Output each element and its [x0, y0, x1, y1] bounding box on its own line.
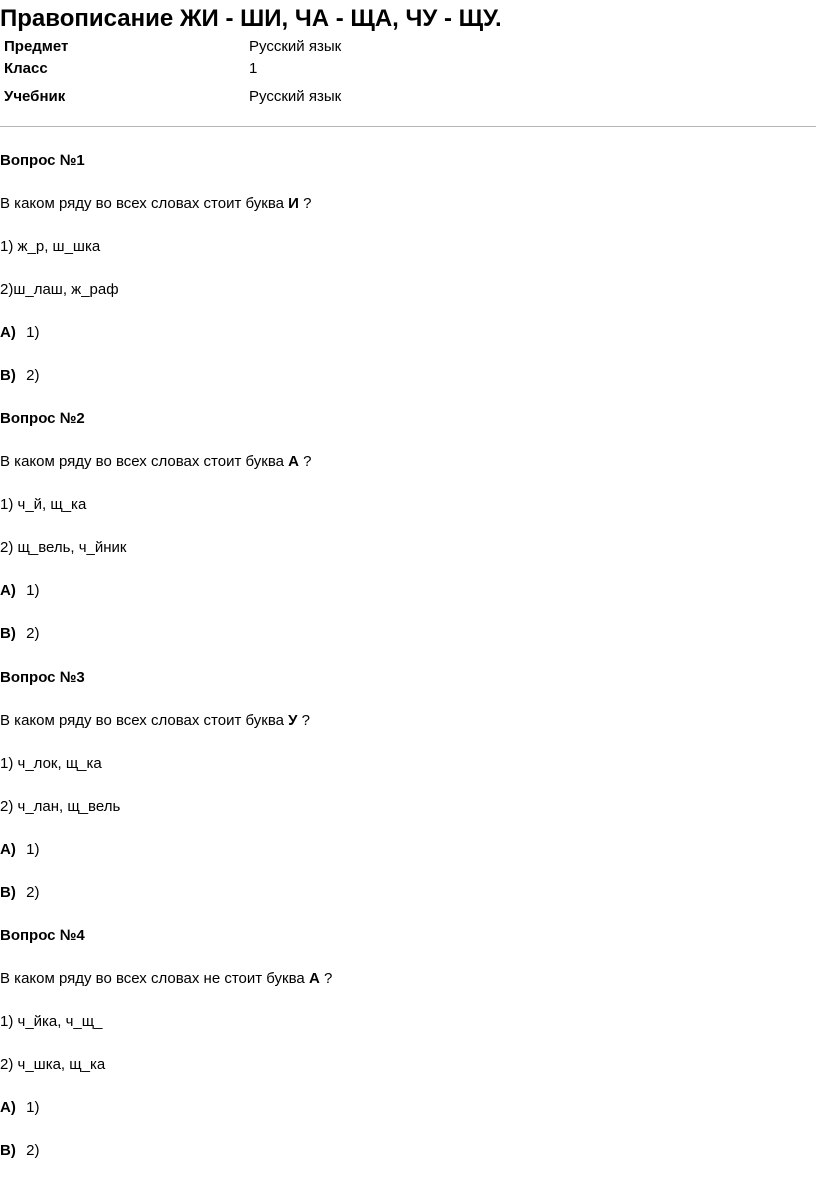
meta-row-textbook	[4, 86, 804, 108]
question-text	[0, 452, 312, 472]
question-text	[0, 711, 310, 731]
meta-value: 1	[249, 60, 258, 77]
meta-row-class	[4, 58, 804, 80]
meta-value: Русский язык	[249, 88, 342, 105]
answer-value: 2)	[26, 884, 40, 901]
answer-value: 1)	[26, 1099, 40, 1116]
question-text-before: В каком ряду во всех словах стоит буква	[0, 712, 289, 729]
question-text-after: ?	[298, 195, 312, 212]
answer-choice[interactable]	[0, 840, 40, 860]
question-option: 1) ж_р, ш_шка	[0, 238, 101, 255]
meta-value: Русский язык	[249, 38, 342, 55]
answer-value: 2)	[26, 367, 40, 384]
question-title: Вопрос №1	[0, 152, 85, 169]
question-option: 1) ч_й, щ_ка	[0, 496, 87, 513]
answer-label: В)	[0, 625, 16, 642]
question-option: 1) ч_лок, щ_ка	[0, 755, 102, 772]
question-letter: А	[288, 453, 299, 470]
question-text	[0, 194, 311, 214]
question-option: 2) ч_шка, щ_ка	[0, 1056, 106, 1073]
answer-label: А)	[0, 1099, 16, 1116]
meta-label: Предмет	[4, 38, 69, 55]
question-letter: А	[308, 970, 320, 987]
answer-value: 1)	[26, 324, 40, 341]
answer-value: 2)	[26, 1142, 40, 1159]
meta-row-subject	[4, 36, 804, 58]
meta-label: Класс	[4, 60, 48, 77]
question-text-after: ?	[298, 453, 312, 470]
answer-value: 2)	[26, 625, 40, 642]
answer-choice[interactable]	[0, 624, 40, 644]
answer-label: В)	[0, 884, 16, 901]
meta-label: Учебник	[4, 88, 66, 105]
answer-label: А)	[0, 324, 16, 341]
answer-value: 1)	[26, 582, 40, 599]
question-text-after: ?	[319, 970, 333, 987]
answer-label: А)	[0, 841, 16, 858]
answer-choice[interactable]	[0, 1098, 40, 1118]
question-title: Вопрос №4	[0, 927, 85, 944]
question-title: Вопрос №2	[0, 410, 85, 427]
answer-choice[interactable]	[0, 366, 40, 386]
question-letter: И	[288, 195, 299, 212]
answer-label: В)	[0, 367, 16, 384]
question-text-before: В каком ряду во всех словах стоит буква	[0, 453, 289, 470]
question-option: 1) ч_йка, ч_щ_	[0, 1013, 103, 1030]
question-text	[0, 969, 332, 989]
question-text-before: В каком ряду во всех словах не стоит буква	[0, 970, 309, 987]
answer-label: В)	[0, 1142, 16, 1159]
answer-choice[interactable]	[0, 883, 40, 903]
question-option: 2) ч_лан, щ_вель	[0, 798, 121, 815]
answer-label: А)	[0, 582, 16, 599]
question-letter: У	[288, 712, 298, 729]
answer-choice[interactable]	[0, 1141, 40, 1161]
question-text-after: ?	[297, 712, 310, 729]
question-title: Вопрос №3	[0, 669, 85, 686]
answer-choice[interactable]	[0, 581, 40, 601]
question-option: 2)ш_лаш, ж_раф	[0, 281, 119, 298]
header-divider	[0, 126, 816, 127]
page-title: Правописание ЖИ - ШИ, ЧА - ЩА, ЧУ - ЩУ.	[0, 5, 502, 32]
question-text-before: В каком ряду во всех словах стоит буква	[0, 195, 289, 212]
answer-value: 1)	[26, 841, 40, 858]
question-option: 2) щ_вель, ч_йник	[0, 539, 127, 556]
answer-choice[interactable]	[0, 323, 40, 343]
